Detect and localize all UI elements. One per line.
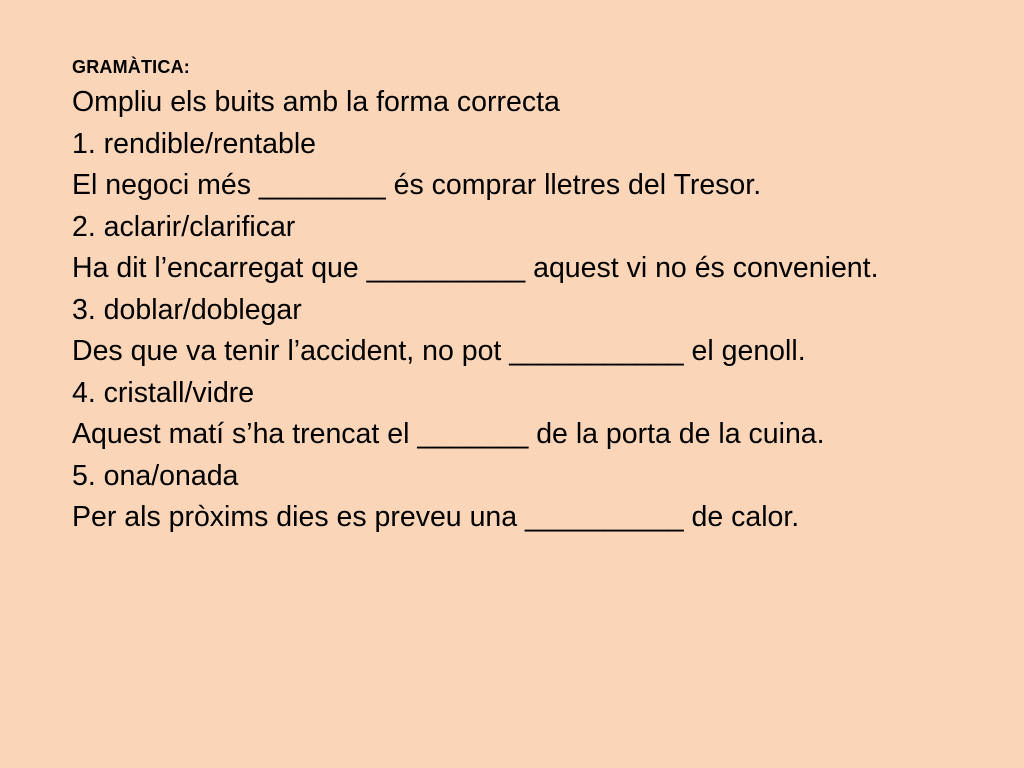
exercise-option-3: 3. doblar/doblegar <box>72 293 302 326</box>
exercise-sentence-4: Aquest matí s’ha trencat el _______ de la porta de la cuina. <box>72 418 825 450</box>
exercise-sentence-3: Des que va tenir l’accident, no pot ___________ el genoll. <box>72 335 806 367</box>
exercise-sentence-5: Per als pròxims dies es preveu una __________ de calor. <box>72 501 800 533</box>
exercise-option-4: 4. cristall/vidre <box>72 376 255 409</box>
exercise-sentence-1: El negoci més ________ és comprar lletres del Tresor. <box>72 169 762 201</box>
exercise-option-1: 1. rendible/rentable <box>72 127 317 160</box>
exercise-option-2: 2. aclarir/clarificar <box>72 210 296 243</box>
slide-content <box>72 54 1002 539</box>
exercise-sentence-2: Ha dit l’encarregat que __________ aquest vi no és convenient. <box>72 252 879 284</box>
section-heading: GRAMÀTICA: <box>72 57 190 77</box>
exercise-option-5: 5. ona/onada <box>72 459 239 492</box>
exercise-instruction: Ompliu els buits amb la forma correcta <box>72 86 560 118</box>
